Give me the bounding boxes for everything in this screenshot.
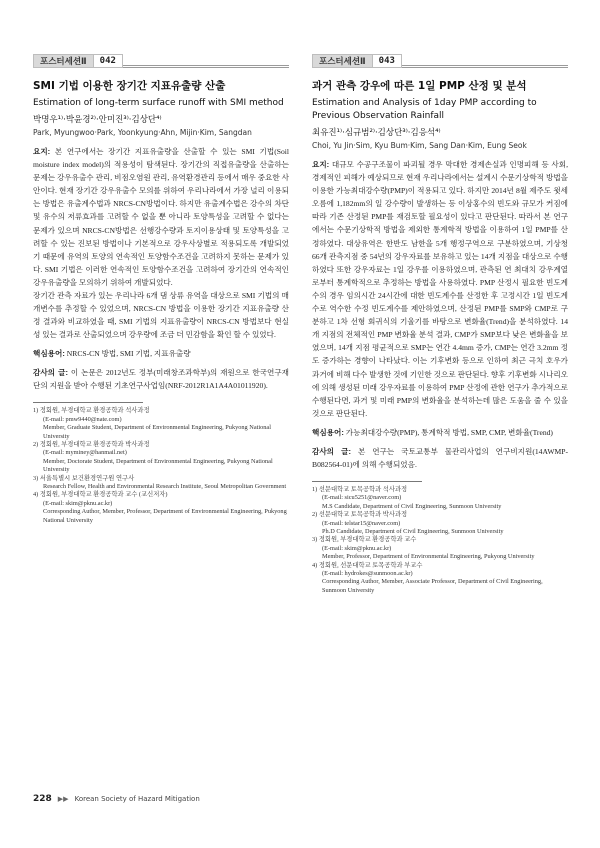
abstract-paragraph-2: 장기간 관측 자료가 있는 우리나라 6개 댐 상류 유역을 대상으로 SMI 기법의 매개변수를 추정할 수 있었으며, NRCS-CN 방법을 이용한 장기간 지표유출량 산정 결과와 비교하였을 때, SMI 기법의 지표유출량이 NRCS-CN 방법보다 현실성 있는 결과로 산출되었으며 강우량에 조금 더 민감함을 확인 할 수 있었다.: [33, 291, 289, 340]
keywords-label: 핵심용어:: [312, 427, 344, 437]
article-title-en: Estimation and Analysis of 1day PMP according to Previous Observation Rainfall: [312, 98, 537, 121]
arrow-icon: ▶▶: [57, 795, 69, 803]
session-header: [312, 54, 568, 68]
article-right: [312, 54, 568, 595]
abstract-label: 요지:: [312, 160, 330, 169]
authors-en: Park, Myungwoo·Park, Yoonkyung·Ahn, Mijin·Kim, Sangdan: [33, 128, 252, 137]
abstract-paragraph: [312, 158, 568, 420]
session-number: 043: [373, 54, 402, 68]
footnote-divider: [33, 402, 143, 403]
footnote: 3) 정회원, 부경대학교 환경공학과 교수 (E-mail: skim@pknu.ac.kr) Member, Professor, Department of Environmental Engineering, Pukyong University: [312, 536, 535, 561]
acknowledgement: [33, 366, 289, 392]
ack-label: 감사의 글:: [33, 368, 68, 378]
authors-ko: 최유진¹⁾·심규범²⁾·김상단³⁾·김응석⁴⁾: [312, 128, 441, 138]
abstract-text: 대규모 수공구조물이 파괴될 경우 막대한 경제손실과 인명피해 등 사회, 경제적인 피해가 예상되므로 현재 우리나라에서는 설계시 수문기상학적 방법을 이용한 가능최대강수량(PMP)이 적용되고 있다. 하지만 2014년 8월 제주도 윗세오름에 1,182mm의 일 강수량이 발생하는 등 이상홍수의 빈도와 규모가 커짐에 따라 기존 산정된 PMP를 재검토할 필요성이 있다고 판단된다. 따라서 본 연구에서는 수문기상학적 방법을 제외한 통계학적 방법을 이용하여 1일 PMP를 산정하였다. 대상유역은 한반도 남한을 5개 행정구역으로 구분하였으며, 기상청 66개 관측지점 중 54년의 강우자료를 보유하고 있는 14개 지점을 대상으로 수행하였다 또한 강우자료는 1일 강우를 이용하였으며, 관측된 연 최대치 강우계열로부터 통계학적으로 추정하는 방법을 사용하였다. PMP 산정시 필요한 빈도계수의 경우 임의시간 24시간에 대한 빈도계수를 산정한 후 고정시간 1일 빈도계수로 역수한 수정 빈도계수를 제안하였으며, 산정된 PMP를 SMP와 CMP로 구분하고 1차 선형 회귀식의 기울기를 바탕으로 변화율(Trend)을 분석하였다. 14개 지점의 전체적인 PMP 변화율 분석 결과, CMP가 SMP보다 낮은 변화율을 보였으며, 14개 지점 평균적으로 SMP는 연간 4.4mm 증가, CMP는 연간 3.2mm 정도 증가하는 경향이 나타났다. 이는 기후변화 등으로 인하여 최근 극치 호우가 과거에 비해 다수 발생한 것에 기인한 것으로 판단된다. 향후 기후변화 시나리오에 의해 생성된 미래 강우자료를 이용하여 PMP 산정에 관한 연구가 추가적으로 수행된다면, 과거 및 미래 PMP의 변화율을 분석하는데 많은 도움을 줄 수 있을 것으로 판단된다.: [312, 160, 568, 418]
article-title-en: Estimation of long-term surface runoff with SMI method: [33, 98, 284, 108]
keywords-text: NRCS-CN 방법, SMI 기법, 지표유출량: [64, 349, 191, 359]
ack-text: 이 논문은 2012년도 정부(미래창조과학부)의 재원으로 한국연구재단의 지원을 받아 수행된 기초연구사업임(NRF-2012R1A1A4A01011920).: [33, 368, 289, 391]
session-rule: [402, 54, 568, 68]
session-label: 포스터세션Ⅱ: [312, 54, 373, 68]
page-number: 228: [33, 794, 52, 804]
keywords-label: 핵심용어:: [33, 349, 65, 359]
footnote: 3) 서울특별시 보건환경연구원 연구사 Research Fellow, Health and Environmental Research Institute, Seoul Metropolitan Government: [33, 474, 287, 491]
keywords-text: 가능최대강수량(PMP), 통계학적 방법, SMP, CMP, 변화율(Trend): [343, 427, 553, 437]
footnotes: [312, 486, 568, 595]
acknowledgement: [312, 445, 568, 471]
ack-label: 감사의 글:: [312, 446, 352, 456]
footnote: 1) 선문대학교 토목공학과 석사과정 (E-mail: sicu5251@naver.com) M.S Candidate, Department of Civil Engineering, Sunmoon University: [312, 485, 502, 510]
footnote: 4) 정회원, 선문대학교 토목공학과 부교수 (E-mail: hydrokes@sunmoon.ac.kr) Corresponding Author, Member, Associate Professor, Department of Civil Engineering, Sunmoon University: [312, 561, 543, 594]
keywords: [33, 347, 289, 360]
footnote-divider: [312, 481, 422, 482]
keywords: [312, 426, 568, 439]
authors-en: Choi, Yu Jin·Sim, Kyu Bum·Kim, Sang Dan·Kim, Eung Seok: [312, 141, 527, 150]
abstract-label: 요지:: [33, 147, 51, 156]
article-left: [33, 54, 289, 525]
authors-ko: 박명우¹⁾·박윤경²⁾·안미진³⁾·김상단⁴⁾: [33, 115, 162, 125]
article-title-ko: SMI 기법 이용한 장기간 지표유출량 산출: [33, 80, 226, 92]
footnote: 1) 정회원, 부경대학교 환경공학과 석사과정 (E-mail: pmw9440@nate.com) Member, Graduate Student, Department of Environmental Engineering, Pukyong National University: [33, 407, 271, 440]
page-footer: [33, 794, 200, 804]
session-label: 포스터세션Ⅱ: [33, 54, 94, 68]
article-title-ko: 과거 관측 강우에 따른 1일 PMP 산정 및 분석: [312, 80, 527, 92]
journal-name: Korean Society of Hazard Mitigation: [74, 795, 200, 803]
session-rule: [123, 54, 289, 68]
footnote: 4) 정회원, 부경대학교 환경공학과 교수 (교신저자) (E-mail: skim@pknu.ac.kr) Corresponding Author, Member, Professor, Department of Environmental Engineering, Pukyong National University: [33, 491, 287, 524]
footnotes: [33, 407, 289, 525]
session-number: 042: [94, 54, 123, 68]
footnote: 2) 정회원, 부경대학교 환경공학과 박사과정 (E-mail: myminey@hanmail.net) Member, Doctorate Student, Department of Environmental Engineering, Pukyong National University: [33, 441, 273, 474]
footnote: 2) 선문대학교 토목공학과 박사과정 (E-mail: telstar15@naver.com) Ph.D Candidate, Department of Civil Engineering, Sunmoon University: [312, 511, 504, 535]
abstract-text: 본 연구에서는 장기간 지표유출량을 산출할 수 있는 SMI 기법(Soil moisture index model)의 적용성이 탐색된다. 장기간의 직접유출량을 산출하는 문제는 강우유출수 관리, 비점오염원 관리, 유역환경관리 등에서 매우 중요한 사안이다. 현재 장기간 강우유출수 모의를 위하여 우리나라에서 가장 널리 이용되는 방법은 유출계수법과 NRCS-CN방법이다. 하지만 유출계수법은 강수의 차단 및 유수의 저류효과를 고려할 수 없을 뿐 아니라 토양특성을 고려할 수 없다는 문제가 있으며 NRCS-CN방법은 선행강수량과 토지이용상태 및 토양특성을 고려할 수 있는 진보된 방법이나 기본적으로 강우사상별로 적용되도록 개발되었기 때문에 유역의 토양의 연속적인 토양함수조건을 고려하지 못하는 문제가 있다. SMI 기법은 이러한 연속적인 토양함수조건을 고려하여 장기간의 연속적인 강우유출량을 모의하기 위하여 개발되었다.: [33, 147, 289, 287]
session-header: [33, 54, 289, 68]
abstract-paragraph: [33, 145, 289, 289]
ack-text: 본 연구는 국토교통부 물관리사업의 연구비지원(14AWMP-B082564-01)에 의해 수행되었음.: [312, 446, 569, 469]
